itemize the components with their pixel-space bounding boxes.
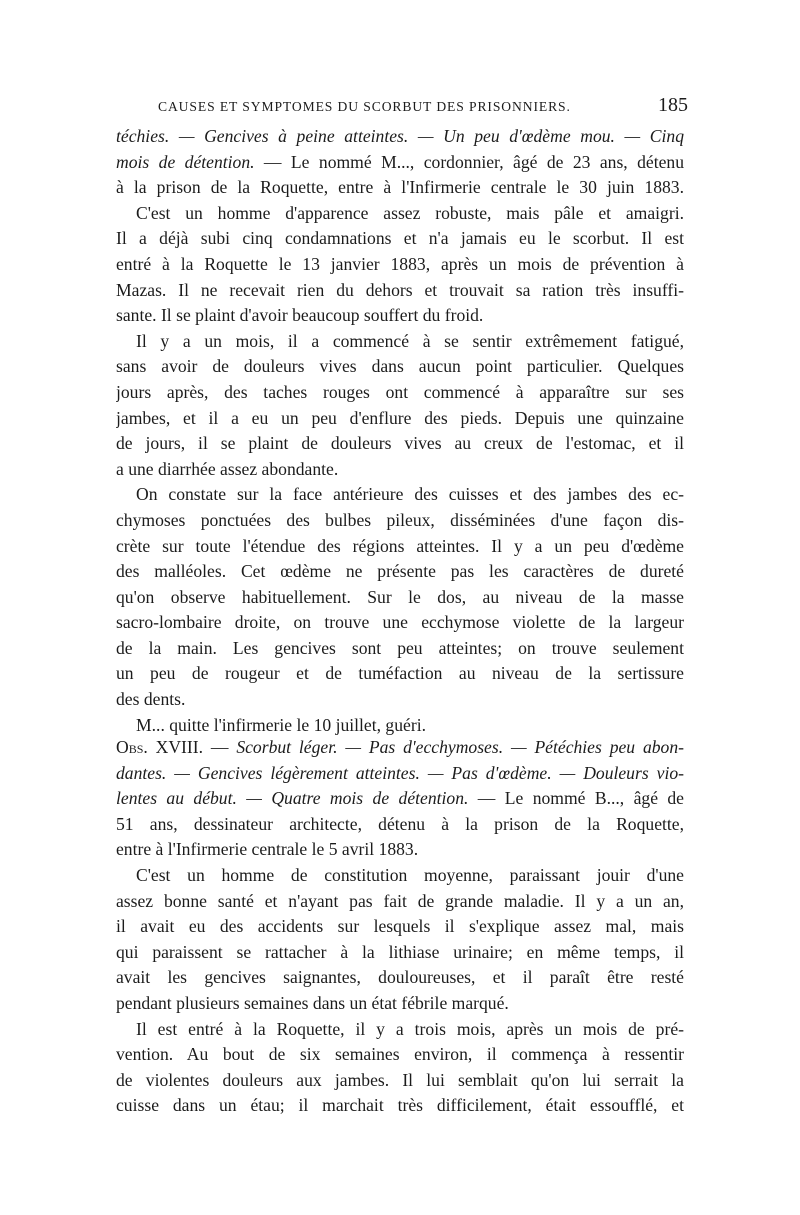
text-line <box>116 150 684 176</box>
text-segment: qui paraissent se rattacher à la lithiase urinaire; en même temps, il <box>116 941 684 962</box>
running-head <box>158 94 688 120</box>
text-line <box>116 761 684 787</box>
text-line <box>116 610 684 636</box>
text-segment: pendant plusieurs semaines dans un état fébrile marqué. <box>116 992 509 1013</box>
text-line <box>116 636 684 662</box>
text-segment: M... quitte l'infirmerie le 10 juillet, guéri. <box>136 714 426 735</box>
text-line <box>116 406 684 432</box>
text-line <box>116 175 684 201</box>
text-segment: entré à la Roquette le 13 janvier 1883, après un mois de prévention à <box>116 253 684 274</box>
italic-text: Scorbut léger. — Pas d'ecchymoses. — Pétéchies peu abon- <box>236 737 684 757</box>
text-segment: chymoses ponctuées des bulbes pileux, disséminées d'une façon dis- <box>116 509 684 530</box>
text-segment: On constate sur la face antérieure des cuisses et des jambes des ec- <box>136 484 684 505</box>
text-line <box>116 889 684 915</box>
text-line <box>116 1042 684 1068</box>
text-segment: C'est un homme d'apparence assez robuste, mais pâle et amaigri. <box>136 202 684 223</box>
text-segment: à la prison de la Roquette, entre à l'Infirmerie centrale le 30 juin 1883. <box>116 177 684 198</box>
text-line <box>116 354 684 380</box>
text-line <box>116 201 684 227</box>
text-line <box>116 1068 684 1094</box>
observation-xviii-text <box>116 735 684 1119</box>
text-line <box>116 1093 684 1119</box>
text-segment: 51 ans, dessinateur architecte, détenu à la prison de la Roquette, <box>116 813 684 834</box>
text-line <box>116 863 684 889</box>
text-segment: il avait eu des accidents sur lesquels il s'explique assez mal, mais <box>116 916 684 937</box>
text-line <box>116 226 684 252</box>
text-line <box>116 559 684 585</box>
text-segment: — Le nommé B..., âgé de <box>468 788 684 809</box>
text-segment: assez bonne santé et n'ayant pas fait de grande maladie. Il y a un an, <box>116 890 684 911</box>
text-segment: de la main. Les gencives sont peu atteintes; on trouve seulement <box>116 637 684 658</box>
text-line <box>116 786 684 812</box>
running-title: CAUSES ET SYMPTOMES DU SCORBUT DES PRISONNIERS. <box>158 99 571 114</box>
text-segment: qu'on observe habituellement. Sur le dos, au niveau de la masse <box>116 586 684 607</box>
text-line <box>116 534 684 560</box>
text-segment: a une diarrhée assez abondante. <box>116 458 339 479</box>
text-line <box>116 303 684 329</box>
italic-text: dantes. — Gencives légèrement atteintes. — Pas d'œdème. — Douleurs vio- <box>116 762 684 783</box>
text-segment: Mazas. Il ne recevait rien du dehors et trouvait sa ration très insuffi- <box>116 279 684 300</box>
text-segment: entre à l'Infirmerie centrale le 5 avril 1883. <box>116 839 419 860</box>
text-line <box>116 585 684 611</box>
observation-label: Obs. XVIII. <box>116 737 204 757</box>
text-line <box>116 991 684 1017</box>
text-segment: sacro-lombaire droite, on trouve une ecchymose violette de la largeur <box>116 612 684 633</box>
text-segment: jours après, des taches rouges ont commencé à apparaître sur ses <box>116 381 684 402</box>
text-line <box>116 482 684 508</box>
text-segment: — Le nommé M..., cordonnier, âgé de 23 ans, détenu <box>254 151 684 172</box>
italic-text: mois de détention. <box>116 151 255 172</box>
text-segment: de jours, il se plaint de douleurs vives au creux de l'estomac, et il <box>116 433 684 454</box>
text-segment: crète sur toute l'étendue des régions atteintes. Il y a un peu d'œdème <box>116 535 684 556</box>
observation-xvii-text <box>116 124 684 738</box>
text-segment: jambes, et il a eu un peu d'enflure des pieds. Depuis une quinzaine <box>116 407 684 428</box>
text-line <box>116 812 684 838</box>
text-segment: vention. Au bout de six semaines environ, il commença à ressentir <box>116 1044 684 1065</box>
text-line <box>116 687 684 713</box>
text-line <box>116 329 684 355</box>
text-line <box>116 735 684 761</box>
text-segment: des malléoles. Cet œdème ne présente pas les caractères de dureté <box>116 561 684 582</box>
text-segment: Il y a un mois, il a commencé à se sentir extrêmement fatigué, <box>136 330 684 351</box>
text-line <box>116 457 684 483</box>
text-line <box>116 837 684 863</box>
text-line <box>116 661 684 687</box>
text-segment: sante. Il se plaint d'avoir beaucoup souffert du froid. <box>116 305 484 326</box>
text-segment: — <box>203 737 237 757</box>
text-segment: des dents. <box>116 689 186 710</box>
text-segment: C'est un homme de constitution moyenne, paraissant jouir d'une <box>136 864 684 885</box>
text-line <box>116 940 684 966</box>
text-line <box>116 1017 684 1043</box>
text-segment: cuisse dans un étau; il marchait très difficilement, était essoufflé, et <box>116 1095 684 1116</box>
text-line <box>116 252 684 278</box>
text-segment: avait les gencives saignantes, douloureuses, et il paraît être resté <box>116 967 684 988</box>
text-segment: de violentes douleurs aux jambes. Il lui semblait qu'on lui serrait la <box>116 1069 684 1090</box>
italic-text: téchies. — Gencives à peine atteintes. — Un peu d'œdème mou. — Cinq <box>116 126 684 146</box>
page-number: 185 <box>658 94 688 116</box>
text-segment: Il a déjà subi cinq condamnations et n'a jamais eu le scorbut. Il est <box>116 228 684 249</box>
text-segment: Il est entré à la Roquette, il y a trois mois, après un mois de pré- <box>136 1018 684 1039</box>
text-line <box>116 914 684 940</box>
text-line <box>116 380 684 406</box>
text-line <box>116 508 684 534</box>
text-line <box>116 124 684 150</box>
text-line <box>116 278 684 304</box>
text-line <box>116 431 684 457</box>
text-segment: sans avoir de douleurs vives dans aucun point particulier. Quelques <box>116 356 684 377</box>
italic-text: lentes au début. — Quatre mois de détention. <box>116 788 469 809</box>
text-line <box>116 965 684 991</box>
text-segment: un peu de rougeur et de tuméfaction au niveau de la sertissure <box>116 663 684 684</box>
